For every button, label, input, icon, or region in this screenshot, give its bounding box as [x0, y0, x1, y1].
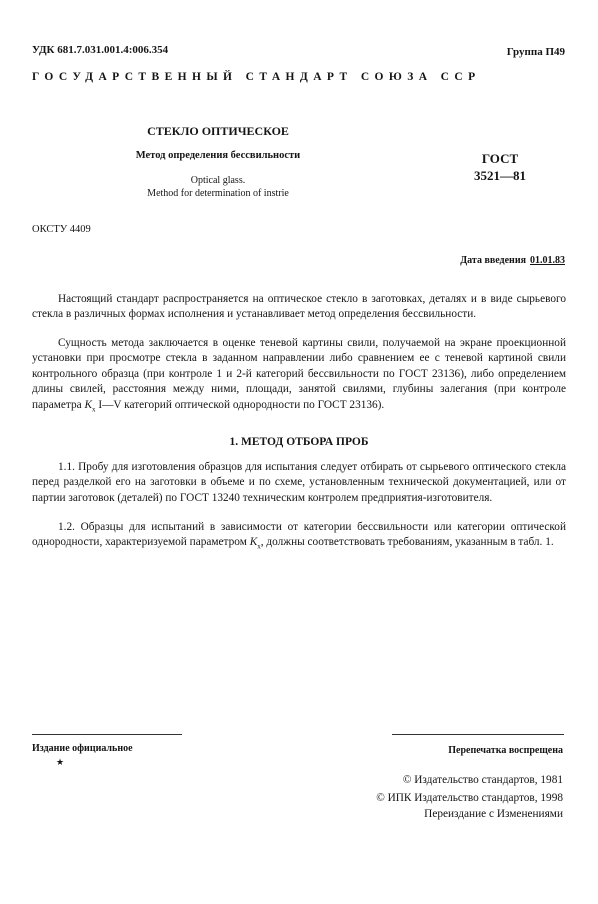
- document-subtitle: Метод определения бессвильности: [135, 150, 301, 161]
- org-header: ГОСУДАРСТВЕННЫЙ СТАНДАРТ СОЮЗА ССР: [32, 71, 481, 83]
- paragraph-text: 1.2. Образцы для испытаний в зависимости от категории бессвильности или категории оптической однородности, характеризуемой параметром: [32, 521, 566, 549]
- official-edition: Издание официальное: [32, 743, 133, 754]
- footer-rule-right: [392, 734, 564, 735]
- paragraph-method-essence: [32, 336, 566, 417]
- star-icon: ★: [56, 757, 65, 767]
- footer-rule-left: [32, 734, 182, 735]
- paragraph-text: , должны соответствовать требованиям, указанным в табл. 1.: [260, 536, 554, 549]
- section-heading: 1. МЕТОД ОТБОРА ПРОБ: [229, 436, 369, 448]
- effective-date-label: Дата введения: [460, 255, 526, 266]
- english-title-line1: Optical glass.: [190, 175, 246, 186]
- group-code: Группа П49: [506, 46, 565, 58]
- udk-code: УДК 681.7.031.001.4:006.354: [32, 44, 169, 56]
- parameter-subscript: x: [92, 404, 96, 413]
- parameter-symbol: K: [249, 536, 258, 549]
- gost-number: 3521—81: [474, 168, 526, 183]
- reprint-notice: Перепечатка воспрещена: [448, 745, 563, 756]
- paragraph-1-1: 1.1. Пробу для изготовления образцов для испытания следует отбирать от сырьевого оптического стекла перед разделкой его на заготовки в объеме и по схеме, установленным технической документацией, или от партии заготовок (деталей) по ГОСТ 13240 техническим контролем предприятия-изготовителя.: [32, 461, 566, 504]
- paragraph-text: Сущность метода заключается в оценке теневой картины свили, получаемой на экране проекционной установки при просмотре стекла в заданном направлении либо сравнением ее с теневой картиной свили контрольного образца (при контроле 1 и 2-й категорий бессвильности по ГОСТ 23136), либо определением длины свилей, расстояния между ними, площади, занятой свилями, глубины залегания (при контроле параметра: [32, 337, 566, 411]
- paragraph-scope: Настоящий стандарт распространяется на оптическое стекло в заготовках, деталях и в виде сырьевого стекла в различных формах исполнения и устанавливает метод определения бессвильности.: [32, 293, 566, 321]
- parameter-subscript: x: [257, 542, 261, 551]
- paragraph-text: I—V категорий оптической однородности по ГОСТ 23136).: [95, 398, 385, 411]
- parameter-symbol: K: [84, 398, 92, 411]
- document-title: СТЕКЛО ОПТИЧЕСКОЕ: [147, 124, 289, 138]
- paragraph-1-2: [32, 520, 566, 555]
- english-title-line2: Method for determination of instrie: [147, 188, 289, 199]
- copyright-1981: © Издательство стандартов, 1981: [402, 774, 563, 786]
- copyright-1998: © ИПК Издательство стандартов, 1998: [376, 792, 563, 804]
- reissue-note: Переиздание с Изменениями: [424, 808, 563, 820]
- effective-date-value: 01.01.83: [530, 255, 565, 266]
- gost-designation: [460, 150, 540, 184]
- gost-label: ГОСТ: [481, 151, 519, 166]
- effective-date: [460, 255, 565, 266]
- okstu-code: ОКСТУ 4409: [32, 224, 91, 235]
